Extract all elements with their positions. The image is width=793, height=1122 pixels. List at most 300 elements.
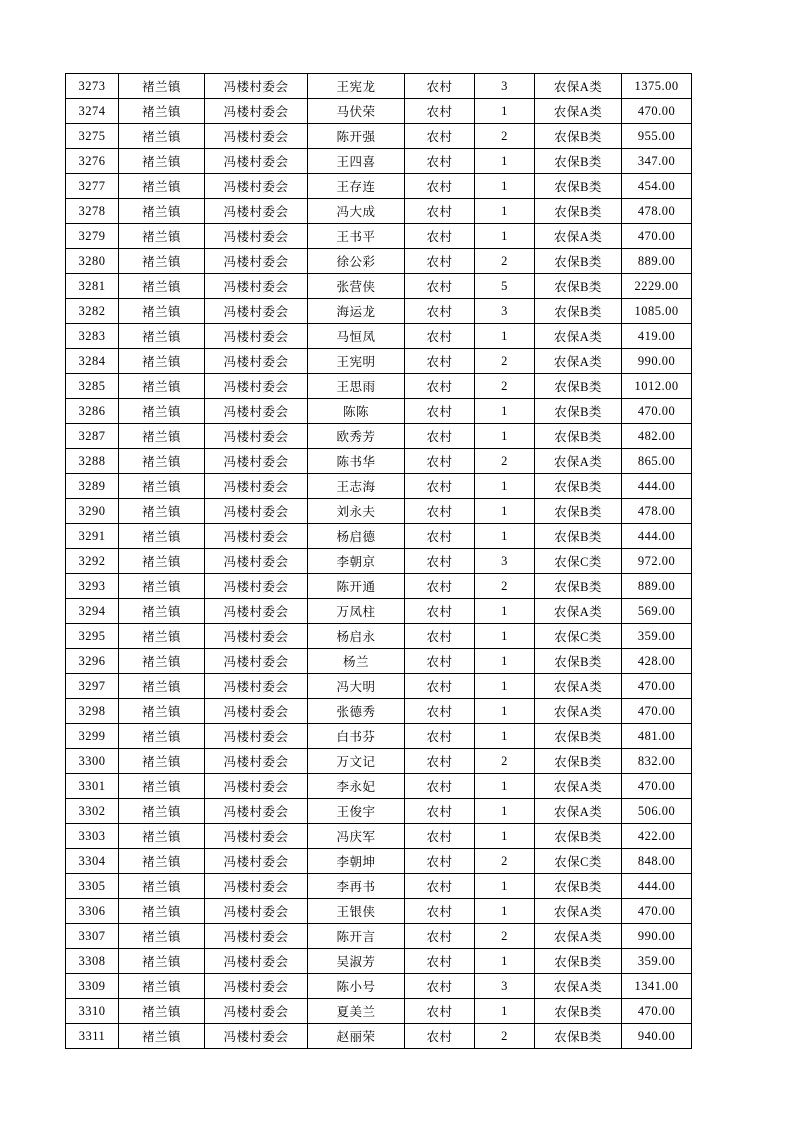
table-row xyxy=(66,774,692,799)
cell-amount: 419.00 xyxy=(622,324,692,349)
cell-village: 冯楼村委会 xyxy=(205,399,308,424)
cell-count: 1 xyxy=(475,499,535,524)
cell-amount: 1012.00 xyxy=(622,374,692,399)
cell-amount: 478.00 xyxy=(622,499,692,524)
cell-type: 农村 xyxy=(405,274,475,299)
cell-type: 农村 xyxy=(405,799,475,824)
cell-type: 农村 xyxy=(405,349,475,374)
cell-count: 1 xyxy=(475,224,535,249)
table-row xyxy=(66,174,692,199)
cell-village: 冯楼村委会 xyxy=(205,124,308,149)
cell-category: 农保A类 xyxy=(535,74,622,99)
records-table xyxy=(65,73,692,1049)
cell-name: 王书平 xyxy=(308,224,405,249)
cell-seq: 3273 xyxy=(66,74,119,99)
cell-name: 夏美兰 xyxy=(308,999,405,1024)
cell-village: 冯楼村委会 xyxy=(205,324,308,349)
cell-village: 冯楼村委会 xyxy=(205,74,308,99)
cell-count: 1 xyxy=(475,424,535,449)
cell-category: 农保C类 xyxy=(535,549,622,574)
cell-seq: 3297 xyxy=(66,674,119,699)
cell-town: 褚兰镇 xyxy=(119,324,205,349)
cell-town: 褚兰镇 xyxy=(119,424,205,449)
table-row xyxy=(66,524,692,549)
cell-count: 2 xyxy=(475,374,535,399)
cell-type: 农村 xyxy=(405,399,475,424)
cell-village: 冯楼村委会 xyxy=(205,924,308,949)
cell-type: 农村 xyxy=(405,374,475,399)
cell-town: 褚兰镇 xyxy=(119,924,205,949)
table-row xyxy=(66,124,692,149)
cell-type: 农村 xyxy=(405,124,475,149)
cell-village: 冯楼村委会 xyxy=(205,774,308,799)
table-row xyxy=(66,374,692,399)
cell-seq: 3307 xyxy=(66,924,119,949)
cell-type: 农村 xyxy=(405,549,475,574)
cell-category: 农保A类 xyxy=(535,799,622,824)
cell-town: 褚兰镇 xyxy=(119,524,205,549)
cell-amount: 444.00 xyxy=(622,524,692,549)
cell-seq: 3295 xyxy=(66,624,119,649)
cell-type: 农村 xyxy=(405,699,475,724)
cell-name: 冯大明 xyxy=(308,674,405,699)
cell-category: 农保B类 xyxy=(535,274,622,299)
cell-amount: 470.00 xyxy=(622,699,692,724)
cell-village: 冯楼村委会 xyxy=(205,524,308,549)
table-row xyxy=(66,824,692,849)
cell-amount: 990.00 xyxy=(622,924,692,949)
cell-category: 农保B类 xyxy=(535,149,622,174)
table-row xyxy=(66,999,692,1024)
table-row xyxy=(66,349,692,374)
cell-count: 1 xyxy=(475,699,535,724)
cell-village: 冯楼村委会 xyxy=(205,174,308,199)
cell-count: 3 xyxy=(475,549,535,574)
cell-type: 农村 xyxy=(405,574,475,599)
cell-amount: 889.00 xyxy=(622,574,692,599)
cell-name: 杨启永 xyxy=(308,624,405,649)
table-row xyxy=(66,924,692,949)
cell-type: 农村 xyxy=(405,99,475,124)
table-row xyxy=(66,99,692,124)
cell-amount: 972.00 xyxy=(622,549,692,574)
cell-seq: 3296 xyxy=(66,649,119,674)
table-row xyxy=(66,674,692,699)
cell-seq: 3280 xyxy=(66,249,119,274)
table-row xyxy=(66,874,692,899)
cell-village: 冯楼村委会 xyxy=(205,749,308,774)
cell-count: 1 xyxy=(475,774,535,799)
cell-type: 农村 xyxy=(405,174,475,199)
cell-village: 冯楼村委会 xyxy=(205,624,308,649)
cell-name: 吴淑芳 xyxy=(308,949,405,974)
cell-amount: 428.00 xyxy=(622,649,692,674)
cell-name: 万文记 xyxy=(308,749,405,774)
cell-type: 农村 xyxy=(405,999,475,1024)
cell-name: 徐公彩 xyxy=(308,249,405,274)
cell-name: 陈书华 xyxy=(308,449,405,474)
cell-town: 褚兰镇 xyxy=(119,549,205,574)
cell-seq: 3299 xyxy=(66,724,119,749)
cell-type: 农村 xyxy=(405,449,475,474)
cell-count: 2 xyxy=(475,249,535,274)
cell-name: 陈开通 xyxy=(308,574,405,599)
cell-category: 农保C类 xyxy=(535,624,622,649)
cell-seq: 3302 xyxy=(66,799,119,824)
cell-amount: 478.00 xyxy=(622,199,692,224)
cell-village: 冯楼村委会 xyxy=(205,799,308,824)
cell-count: 2 xyxy=(475,849,535,874)
cell-town: 褚兰镇 xyxy=(119,299,205,324)
cell-seq: 3303 xyxy=(66,824,119,849)
cell-category: 农保A类 xyxy=(535,774,622,799)
cell-name: 王银侠 xyxy=(308,899,405,924)
cell-seq: 3276 xyxy=(66,149,119,174)
table-row xyxy=(66,899,692,924)
records-table-body xyxy=(66,74,692,1049)
cell-name: 冯大成 xyxy=(308,199,405,224)
cell-category: 农保B类 xyxy=(535,199,622,224)
cell-seq: 3311 xyxy=(66,1024,119,1049)
cell-town: 褚兰镇 xyxy=(119,199,205,224)
cell-amount: 832.00 xyxy=(622,749,692,774)
table-row xyxy=(66,424,692,449)
cell-amount: 2229.00 xyxy=(622,274,692,299)
cell-amount: 482.00 xyxy=(622,424,692,449)
cell-name: 王四喜 xyxy=(308,149,405,174)
cell-category: 农保A类 xyxy=(535,449,622,474)
cell-seq: 3308 xyxy=(66,949,119,974)
cell-category: 农保C类 xyxy=(535,849,622,874)
cell-name: 李朝坤 xyxy=(308,849,405,874)
table-row xyxy=(66,974,692,999)
cell-amount: 444.00 xyxy=(622,874,692,899)
cell-name: 张营侠 xyxy=(308,274,405,299)
cell-count: 2 xyxy=(475,1024,535,1049)
cell-village: 冯楼村委会 xyxy=(205,599,308,624)
cell-category: 农保B类 xyxy=(535,574,622,599)
cell-amount: 470.00 xyxy=(622,99,692,124)
cell-village: 冯楼村委会 xyxy=(205,449,308,474)
cell-type: 农村 xyxy=(405,324,475,349)
cell-seq: 3283 xyxy=(66,324,119,349)
cell-amount: 470.00 xyxy=(622,399,692,424)
cell-category: 农保B类 xyxy=(535,724,622,749)
cell-name: 万凤柱 xyxy=(308,599,405,624)
cell-village: 冯楼村委会 xyxy=(205,974,308,999)
cell-seq: 3278 xyxy=(66,199,119,224)
cell-count: 3 xyxy=(475,74,535,99)
cell-town: 褚兰镇 xyxy=(119,699,205,724)
cell-count: 3 xyxy=(475,299,535,324)
cell-town: 褚兰镇 xyxy=(119,149,205,174)
cell-type: 农村 xyxy=(405,299,475,324)
cell-amount: 347.00 xyxy=(622,149,692,174)
cell-amount: 889.00 xyxy=(622,249,692,274)
cell-type: 农村 xyxy=(405,524,475,549)
cell-village: 冯楼村委会 xyxy=(205,899,308,924)
cell-town: 褚兰镇 xyxy=(119,674,205,699)
table-row xyxy=(66,74,692,99)
cell-type: 农村 xyxy=(405,149,475,174)
cell-category: 农保A类 xyxy=(535,224,622,249)
cell-name: 杨启德 xyxy=(308,524,405,549)
cell-count: 1 xyxy=(475,824,535,849)
cell-count: 2 xyxy=(475,349,535,374)
cell-village: 冯楼村委会 xyxy=(205,499,308,524)
cell-seq: 3293 xyxy=(66,574,119,599)
cell-amount: 1085.00 xyxy=(622,299,692,324)
cell-village: 冯楼村委会 xyxy=(205,149,308,174)
cell-name: 陈开强 xyxy=(308,124,405,149)
cell-count: 3 xyxy=(475,974,535,999)
cell-village: 冯楼村委会 xyxy=(205,274,308,299)
table-row xyxy=(66,649,692,674)
table-row xyxy=(66,299,692,324)
table-row xyxy=(66,549,692,574)
cell-category: 农保B类 xyxy=(535,424,622,449)
cell-village: 冯楼村委会 xyxy=(205,99,308,124)
cell-town: 褚兰镇 xyxy=(119,1024,205,1049)
cell-town: 褚兰镇 xyxy=(119,374,205,399)
cell-village: 冯楼村委会 xyxy=(205,874,308,899)
cell-village: 冯楼村委会 xyxy=(205,424,308,449)
cell-count: 1 xyxy=(475,724,535,749)
cell-type: 农村 xyxy=(405,199,475,224)
cell-village: 冯楼村委会 xyxy=(205,249,308,274)
cell-village: 冯楼村委会 xyxy=(205,549,308,574)
cell-seq: 3275 xyxy=(66,124,119,149)
cell-type: 农村 xyxy=(405,774,475,799)
cell-category: 农保B类 xyxy=(535,249,622,274)
cell-name: 李永妃 xyxy=(308,774,405,799)
cell-type: 农村 xyxy=(405,499,475,524)
cell-category: 农保B类 xyxy=(535,374,622,399)
table-row xyxy=(66,624,692,649)
cell-count: 1 xyxy=(475,949,535,974)
cell-amount: 955.00 xyxy=(622,124,692,149)
cell-seq: 3281 xyxy=(66,274,119,299)
cell-count: 1 xyxy=(475,399,535,424)
cell-type: 农村 xyxy=(405,724,475,749)
cell-category: 农保B类 xyxy=(535,174,622,199)
table-row xyxy=(66,1024,692,1049)
cell-town: 褚兰镇 xyxy=(119,624,205,649)
cell-name: 李朝京 xyxy=(308,549,405,574)
cell-category: 农保B类 xyxy=(535,949,622,974)
cell-type: 农村 xyxy=(405,874,475,899)
table-row xyxy=(66,499,692,524)
cell-village: 冯楼村委会 xyxy=(205,949,308,974)
cell-count: 2 xyxy=(475,749,535,774)
cell-amount: 444.00 xyxy=(622,474,692,499)
cell-category: 农保B类 xyxy=(535,1024,622,1049)
cell-amount: 569.00 xyxy=(622,599,692,624)
cell-village: 冯楼村委会 xyxy=(205,699,308,724)
cell-count: 1 xyxy=(475,524,535,549)
cell-category: 农保B类 xyxy=(535,524,622,549)
cell-village: 冯楼村委会 xyxy=(205,299,308,324)
cell-town: 褚兰镇 xyxy=(119,74,205,99)
cell-name: 陈陈 xyxy=(308,399,405,424)
cell-town: 褚兰镇 xyxy=(119,249,205,274)
cell-count: 1 xyxy=(475,174,535,199)
cell-seq: 3288 xyxy=(66,449,119,474)
cell-amount: 359.00 xyxy=(622,949,692,974)
cell-town: 褚兰镇 xyxy=(119,574,205,599)
cell-amount: 990.00 xyxy=(622,349,692,374)
cell-category: 农保B类 xyxy=(535,124,622,149)
cell-type: 农村 xyxy=(405,74,475,99)
cell-amount: 470.00 xyxy=(622,774,692,799)
cell-category: 农保A类 xyxy=(535,899,622,924)
cell-seq: 3309 xyxy=(66,974,119,999)
cell-town: 褚兰镇 xyxy=(119,174,205,199)
cell-town: 褚兰镇 xyxy=(119,599,205,624)
table-row xyxy=(66,274,692,299)
cell-village: 冯楼村委会 xyxy=(205,824,308,849)
cell-category: 农保A类 xyxy=(535,674,622,699)
cell-count: 2 xyxy=(475,924,535,949)
cell-category: 农保A类 xyxy=(535,974,622,999)
table-row xyxy=(66,724,692,749)
cell-category: 农保B类 xyxy=(535,824,622,849)
cell-town: 褚兰镇 xyxy=(119,449,205,474)
cell-count: 1 xyxy=(475,324,535,349)
cell-seq: 3305 xyxy=(66,874,119,899)
cell-category: 农保A类 xyxy=(535,349,622,374)
cell-category: 农保A类 xyxy=(535,599,622,624)
cell-count: 2 xyxy=(475,449,535,474)
cell-village: 冯楼村委会 xyxy=(205,649,308,674)
cell-category: 农保B类 xyxy=(535,999,622,1024)
cell-town: 褚兰镇 xyxy=(119,99,205,124)
cell-type: 农村 xyxy=(405,924,475,949)
cell-town: 褚兰镇 xyxy=(119,124,205,149)
cell-seq: 3289 xyxy=(66,474,119,499)
cell-village: 冯楼村委会 xyxy=(205,374,308,399)
table-row xyxy=(66,399,692,424)
cell-type: 农村 xyxy=(405,674,475,699)
cell-village: 冯楼村委会 xyxy=(205,724,308,749)
cell-count: 1 xyxy=(475,899,535,924)
cell-town: 褚兰镇 xyxy=(119,949,205,974)
cell-count: 1 xyxy=(475,474,535,499)
cell-count: 1 xyxy=(475,674,535,699)
cell-seq: 3300 xyxy=(66,749,119,774)
cell-amount: 506.00 xyxy=(622,799,692,824)
cell-seq: 3274 xyxy=(66,99,119,124)
cell-type: 农村 xyxy=(405,624,475,649)
table-row xyxy=(66,224,692,249)
cell-count: 1 xyxy=(475,599,535,624)
cell-type: 农村 xyxy=(405,249,475,274)
table-row xyxy=(66,324,692,349)
cell-town: 褚兰镇 xyxy=(119,274,205,299)
cell-town: 褚兰镇 xyxy=(119,799,205,824)
cell-name: 张德秀 xyxy=(308,699,405,724)
cell-amount: 470.00 xyxy=(622,224,692,249)
cell-seq: 3277 xyxy=(66,174,119,199)
cell-amount: 1341.00 xyxy=(622,974,692,999)
table-row xyxy=(66,749,692,774)
cell-seq: 3285 xyxy=(66,374,119,399)
cell-town: 褚兰镇 xyxy=(119,499,205,524)
table-row xyxy=(66,449,692,474)
cell-category: 农保B类 xyxy=(535,299,622,324)
cell-seq: 3290 xyxy=(66,499,119,524)
cell-type: 农村 xyxy=(405,424,475,449)
cell-type: 农村 xyxy=(405,649,475,674)
cell-town: 褚兰镇 xyxy=(119,899,205,924)
cell-name: 白书芬 xyxy=(308,724,405,749)
cell-type: 农村 xyxy=(405,949,475,974)
cell-name: 李再书 xyxy=(308,874,405,899)
cell-count: 5 xyxy=(475,274,535,299)
cell-name: 马伏荣 xyxy=(308,99,405,124)
cell-seq: 3304 xyxy=(66,849,119,874)
cell-seq: 3294 xyxy=(66,599,119,624)
cell-category: 农保B类 xyxy=(535,649,622,674)
cell-seq: 3301 xyxy=(66,774,119,799)
cell-town: 褚兰镇 xyxy=(119,724,205,749)
cell-type: 农村 xyxy=(405,1024,475,1049)
cell-count: 1 xyxy=(475,624,535,649)
cell-town: 褚兰镇 xyxy=(119,649,205,674)
cell-name: 王思雨 xyxy=(308,374,405,399)
cell-category: 农保B类 xyxy=(535,399,622,424)
cell-town: 褚兰镇 xyxy=(119,774,205,799)
cell-village: 冯楼村委会 xyxy=(205,199,308,224)
table-row xyxy=(66,799,692,824)
cell-town: 褚兰镇 xyxy=(119,399,205,424)
cell-name: 陈小号 xyxy=(308,974,405,999)
cell-count: 1 xyxy=(475,799,535,824)
table-row xyxy=(66,849,692,874)
table-row xyxy=(66,199,692,224)
cell-name: 王存连 xyxy=(308,174,405,199)
table-row xyxy=(66,249,692,274)
cell-count: 2 xyxy=(475,124,535,149)
cell-category: 农保B类 xyxy=(535,499,622,524)
cell-amount: 848.00 xyxy=(622,849,692,874)
cell-seq: 3279 xyxy=(66,224,119,249)
cell-count: 1 xyxy=(475,999,535,1024)
cell-amount: 1375.00 xyxy=(622,74,692,99)
cell-town: 褚兰镇 xyxy=(119,824,205,849)
cell-amount: 470.00 xyxy=(622,999,692,1024)
cell-category: 农保B类 xyxy=(535,474,622,499)
cell-seq: 3291 xyxy=(66,524,119,549)
table-row xyxy=(66,149,692,174)
cell-count: 1 xyxy=(475,149,535,174)
cell-amount: 481.00 xyxy=(622,724,692,749)
cell-name: 王宪明 xyxy=(308,349,405,374)
table-row xyxy=(66,474,692,499)
cell-name: 王俊宇 xyxy=(308,799,405,824)
cell-seq: 3282 xyxy=(66,299,119,324)
cell-amount: 940.00 xyxy=(622,1024,692,1049)
cell-name: 冯庆军 xyxy=(308,824,405,849)
cell-seq: 3286 xyxy=(66,399,119,424)
cell-count: 1 xyxy=(475,199,535,224)
cell-category: 农保A类 xyxy=(535,324,622,349)
cell-village: 冯楼村委会 xyxy=(205,574,308,599)
cell-category: 农保B类 xyxy=(535,874,622,899)
cell-seq: 3306 xyxy=(66,899,119,924)
cell-amount: 470.00 xyxy=(622,674,692,699)
cell-name: 刘永夫 xyxy=(308,499,405,524)
